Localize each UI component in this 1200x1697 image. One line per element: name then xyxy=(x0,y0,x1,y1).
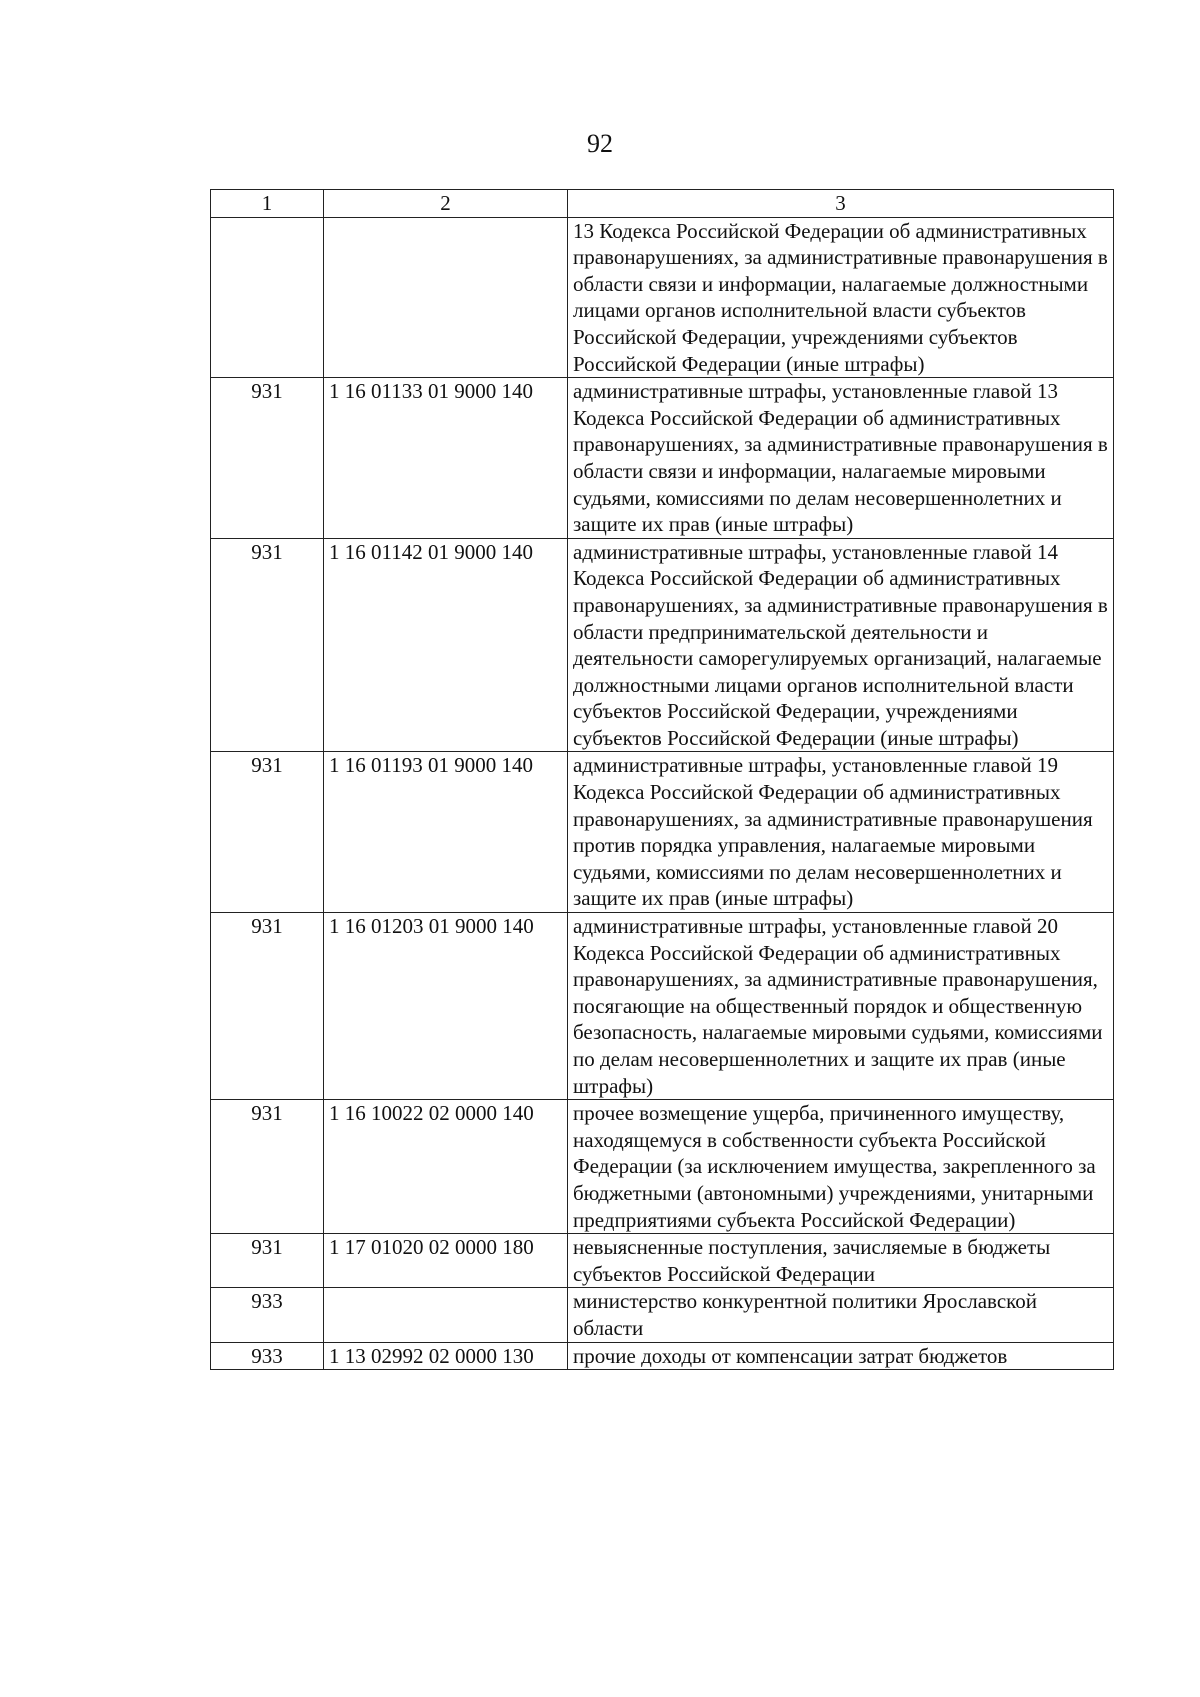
revenue-code-cell: 1 13 02992 02 0000 130 xyxy=(324,1342,568,1370)
revenue-code-cell: 1 16 01142 01 9000 140 xyxy=(324,538,568,752)
admin-code-cell: 931 xyxy=(211,752,324,913)
admin-code-cell: 931 xyxy=(211,378,324,539)
admin-code-cell xyxy=(211,217,324,378)
revenue-code-cell: 1 16 01193 01 9000 140 xyxy=(324,752,568,913)
admin-code-cell: 933 xyxy=(211,1342,324,1370)
revenue-code-cell: 1 16 01203 01 9000 140 xyxy=(324,913,568,1100)
description-cell: административные штрафы, установленные главой 14 Кодекса Российской Федерации об административных правонарушениях, за административные правонарушения в области предпринимательской деятельности и деятельности саморегулируемых организаций, налагаемые должностными лицами органов исполнительной власти субъектов Российской Федерации, учреждениями субъектов Российской Федерации (иные штрафы) xyxy=(568,538,1114,752)
revenue-code-cell xyxy=(324,1288,568,1342)
description-cell: министерство конкурентной политики Ярославской области xyxy=(568,1288,1114,1342)
admin-code-cell: 933 xyxy=(211,1288,324,1342)
description-cell: административные штрафы, установленные главой 20 Кодекса Российской Федерации об административных правонарушениях, за административные правонарушения, посягающие на общественный порядок и общественную безопасность, налагаемые мировыми судьями, комиссиями по делам несовершеннолетних и защите их прав (иные штрафы) xyxy=(568,913,1114,1100)
table-row xyxy=(211,538,1114,752)
revenue-code-cell: 1 17 01020 02 0000 180 xyxy=(324,1234,568,1288)
revenue-codes-table xyxy=(210,189,1114,1370)
description-cell: прочее возмещение ущерба, причиненного имуществу, находящемуся в собственности субъекта Российской Федерации (за исключением имущества, закрепленного за бюджетными (автономными) учреждениями, унитарными предприятиями субъекта Российской Федерации) xyxy=(568,1100,1114,1234)
description-cell: прочие доходы от компенсации затрат бюджетов xyxy=(568,1342,1114,1370)
description-cell: невыясненные поступления, зачисляемые в бюджеты субъектов Российской Федерации xyxy=(568,1234,1114,1288)
table-row xyxy=(211,1234,1114,1288)
revenue-code-cell: 1 16 10022 02 0000 140 xyxy=(324,1100,568,1234)
admin-code-cell: 931 xyxy=(211,1100,324,1234)
column-header-1: 1 xyxy=(211,190,324,218)
column-header-3: 3 xyxy=(568,190,1114,218)
admin-code-cell: 931 xyxy=(211,538,324,752)
description-cell: административные штрафы, установленные главой 19 Кодекса Российской Федерации об административных правонарушениях, за административные правонарушения против порядка управления, налагаемые мировыми судьями, комиссиями по делам несовершеннолетних и защите их прав (иные штрафы) xyxy=(568,752,1114,913)
description-cell: административные штрафы, установленные главой 13 Кодекса Российской Федерации об административных правонарушениях, за административные правонарушения в области связи и информации, налагаемые мировыми судьями, комиссиями по делам несовершеннолетних и защите их прав (иные штрафы) xyxy=(568,378,1114,539)
table-row xyxy=(211,1100,1114,1234)
table-header-row xyxy=(211,190,1114,218)
description-cell: 13 Кодекса Российской Федерации об административных правонарушениях, за административные правонарушения в области связи и информации, налагаемые должностными лицами органов исполнительной власти субъектов Российской Федерации, учреждениями субъектов Российской Федерации (иные штрафы) xyxy=(568,217,1114,378)
revenue-code-cell: 1 16 01133 01 9000 140 xyxy=(324,378,568,539)
table-row xyxy=(211,913,1114,1100)
column-header-2: 2 xyxy=(324,190,568,218)
table-row xyxy=(211,752,1114,913)
page-number: 92 xyxy=(587,129,613,158)
admin-code-cell: 931 xyxy=(211,1234,324,1288)
table-row xyxy=(211,1342,1114,1370)
table-row xyxy=(211,217,1114,378)
table-row xyxy=(211,1288,1114,1342)
admin-code-cell: 931 xyxy=(211,913,324,1100)
revenue-code-cell xyxy=(324,217,568,378)
table-row xyxy=(211,378,1114,539)
